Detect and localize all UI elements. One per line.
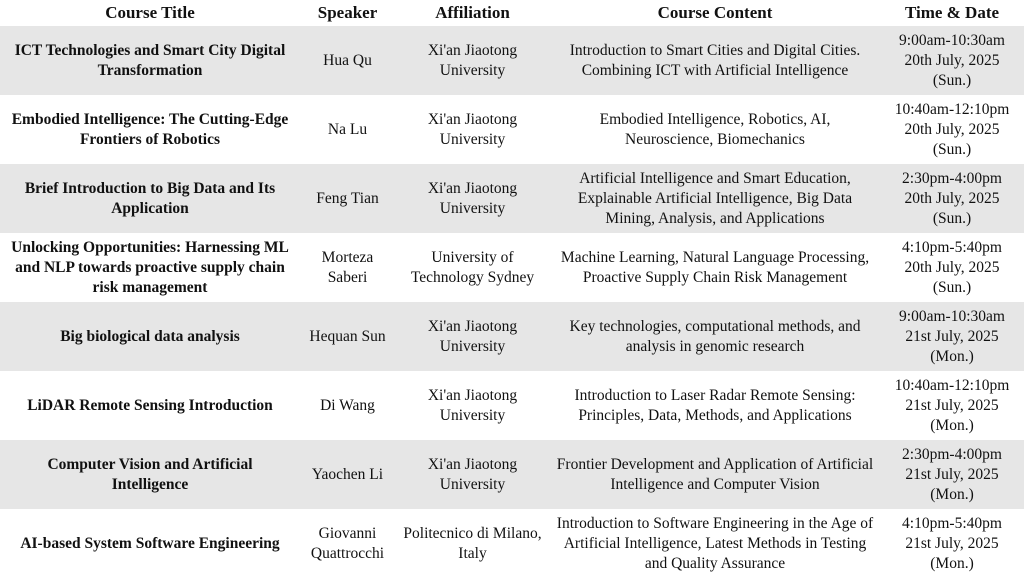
speaker-cell: Morteza Saberi (321, 248, 374, 286)
time-date-cell (880, 164, 1024, 233)
affiliation-cell: Xi'an Jiaotong University (427, 386, 518, 424)
course-title-cell: AI-based System Software Engineering (20, 534, 280, 552)
time-text: 9:00am-10:30am (899, 31, 1005, 49)
affiliation-cell: Xi'an Jiaotong University (427, 110, 518, 148)
time-date-cell (880, 509, 1024, 576)
course-content-cell: Machine Learning, Natural Language Processing, Proactive Supply Chain Risk Management (560, 248, 870, 286)
course-content-cell: Introduction to Software Engineering in the Age of Artificial Intelligence, Latest Methods in Testing and Quality Assurance (556, 514, 874, 572)
table-header (0, 0, 1024, 26)
course-title-cell: Embodied Intelligence: The Cutting-Edge Frontiers of Robotics (11, 110, 289, 148)
course-content-cell: Artificial Intelligence and Smart Education, Explainable Artificial Intelligence, Big Data Mining, Analysis, and Applications (577, 169, 853, 227)
affiliation-cell: Politecnico di Milano, Italy (403, 524, 542, 562)
date-text: 21st July, 2025 (905, 396, 999, 414)
time-date-cell (880, 95, 1024, 164)
day-text: (Mon.) (930, 416, 974, 434)
affiliation-cell: Xi'an Jiaotong University (427, 179, 518, 217)
course-content-cell: Key technologies, computational methods, and analysis in genomic research (569, 317, 861, 355)
date-text: 21st July, 2025 (905, 327, 999, 345)
table-row (0, 440, 1024, 509)
table-row (0, 509, 1024, 576)
day-text: (Sun.) (932, 209, 972, 227)
time-text: 4:10pm-5:40pm (902, 514, 1002, 532)
table-row (0, 302, 1024, 371)
speaker-cell: Na Lu (327, 120, 368, 138)
day-text: (Mon.) (930, 554, 974, 572)
time-date-cell (880, 371, 1024, 440)
header-course-title: Course Title (0, 0, 300, 26)
speaker-cell: Yaochen Li (311, 465, 384, 483)
header-speaker: Speaker (300, 0, 395, 26)
course-title-cell: Computer Vision and Artificial Intelligence (47, 455, 253, 493)
time-date-cell (880, 233, 1024, 302)
date-text: 20th July, 2025 (904, 189, 1000, 207)
header-affiliation: Affiliation (395, 0, 550, 26)
header-row (0, 0, 1024, 26)
day-text: (Sun.) (932, 140, 972, 158)
time-date-cell (880, 440, 1024, 509)
time-text: 4:10pm-5:40pm (902, 238, 1002, 256)
table-row (0, 233, 1024, 302)
header-course-content: Course Content (550, 0, 880, 26)
time-text: 10:40am-12:10pm (894, 100, 1010, 118)
date-text: 20th July, 2025 (904, 120, 1000, 138)
speaker-cell: Di Wang (320, 396, 375, 414)
affiliation-cell: Xi'an Jiaotong University (427, 41, 518, 79)
time-text: 2:30pm-4:00pm (902, 445, 1002, 463)
table-body (0, 26, 1024, 576)
table-row (0, 164, 1024, 233)
day-text: (Mon.) (930, 485, 974, 503)
date-text: 20th July, 2025 (904, 258, 1000, 276)
time-text: 9:00am-10:30am (899, 307, 1005, 325)
course-title-cell: Brief Introduction to Big Data and Its Application (24, 179, 276, 217)
affiliation-cell: Xi'an Jiaotong University (427, 317, 518, 355)
course-content-cell: Introduction to Smart Cities and Digital Cities. Combining ICT with Artificial Intelligence (569, 41, 861, 79)
speaker-cell: Giovanni Quattrocchi (310, 524, 385, 562)
time-text: 10:40am-12:10pm (894, 376, 1010, 394)
table-row (0, 26, 1024, 95)
affiliation-cell: Xi'an Jiaotong University (427, 455, 518, 493)
course-title-cell: ICT Technologies and Smart City Digital Transformation (14, 41, 286, 79)
speaker-cell: Hua Qu (323, 51, 372, 69)
course-title-cell: LiDAR Remote Sensing Introduction (27, 396, 273, 414)
course-content-cell: Embodied Intelligence, Robotics, AI, Neuroscience, Biomechanics (599, 110, 831, 148)
time-date-cell (880, 302, 1024, 371)
course-content-cell: Frontier Development and Application of Artificial Intelligence and Computer Vision (556, 455, 874, 493)
time-text: 2:30pm-4:00pm (902, 169, 1002, 187)
table-row (0, 95, 1024, 164)
affiliation-cell: University of Technology Sydney (410, 248, 535, 286)
day-text: (Sun.) (932, 71, 972, 89)
date-text: 20th July, 2025 (904, 51, 1000, 69)
date-text: 21st July, 2025 (905, 534, 999, 552)
table-row (0, 371, 1024, 440)
course-title-cell: Unlocking Opportunities: Harnessing ML and NLP towards proactive supply chain risk management (11, 238, 289, 296)
date-text: 21st July, 2025 (905, 465, 999, 483)
day-text: (Sun.) (932, 278, 972, 296)
header-time-date: Time & Date (880, 0, 1024, 26)
day-text: (Mon.) (930, 347, 974, 365)
course-content-cell: Introduction to Laser Radar Remote Sensing: Principles, Data, Methods, and Applications (574, 386, 856, 424)
course-title-cell: Big biological data analysis (60, 327, 240, 345)
time-date-cell (880, 26, 1024, 95)
speaker-cell: Hequan Sun (309, 327, 386, 345)
speaker-cell: Feng Tian (316, 189, 379, 207)
